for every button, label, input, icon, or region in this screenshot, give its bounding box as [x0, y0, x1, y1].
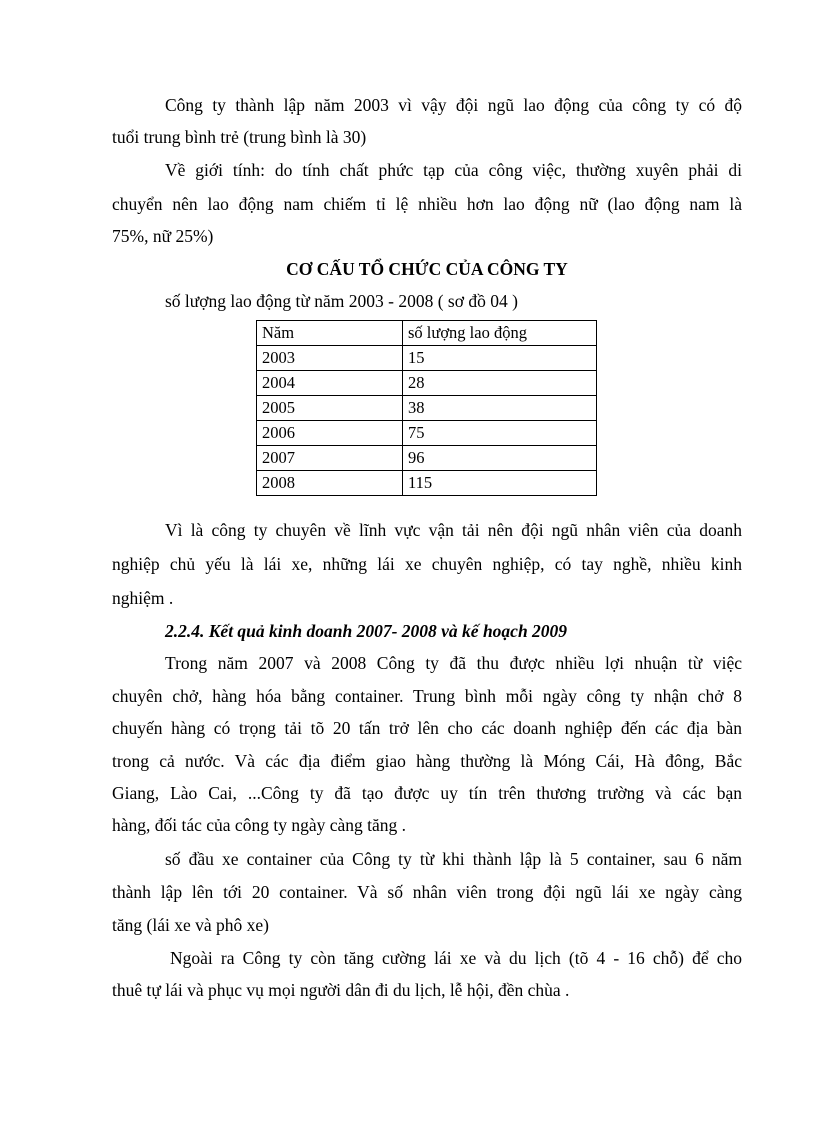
paragraph-3-line-1: Vì là công ty chuyên về lĩnh vực vận tải nên đội ngũ nhân viên của doanh [165, 520, 742, 540]
table-cell-year: 2005 [257, 396, 403, 421]
table-cell-count: 115 [403, 471, 597, 496]
table-header-row [257, 321, 597, 346]
paragraph-3-line-2: nghiệp chủ yếu là lái xe, những lái xe chuyên nghiệp, có tay nghề, nhiều kinh [112, 554, 742, 574]
paragraph-5-line-3: tăng (lái xe và phô xe) [112, 915, 269, 935]
table-row [257, 446, 597, 471]
table-cell-year: 2007 [257, 446, 403, 471]
paragraph-4-line-5: Giang, Lào Cai, ...Công ty đã tạo được uy tín trên thương trường và các bạn [112, 783, 742, 803]
section-heading: 2.2.4. Kết quả kinh doanh 2007- 2008 và kế hoạch 2009 [165, 621, 568, 641]
table-cell-year: 2008 [257, 471, 403, 496]
paragraph-3-line-3: nghiệm . [112, 588, 174, 608]
paragraph-1-line-1: Công ty thành lập năm 2003 vì vậy đội ngũ lao động của công ty có độ [165, 95, 742, 115]
paragraph-6-line-1: Ngoài ra Công ty còn tăng cường lái xe và du lịch (tõ 4 - 16 chỗ) để cho [170, 948, 742, 968]
paragraph-4-line-3: chuyến hàng có trọng tải tõ 20 tấn trở lên cho các doanh nghiệp đến các địa bàn [112, 718, 742, 738]
paragraph-4-line-4: trong cả nước. Và các địa điểm giao hàng thường là Móng Cái, Hà đông, Bắc [112, 751, 742, 771]
table-row [257, 421, 597, 446]
labor-table [256, 320, 597, 496]
table-cell-year: 2006 [257, 421, 403, 446]
paragraph-2-line-1: Về giới tính: do tính chất phức tạp của công việc, thường xuyên phải di [165, 160, 742, 180]
paragraph-5-line-2: thành lập lên tới 20 container. Và số nhân viên trong đội ngũ lái xe ngày càng [112, 882, 742, 902]
table-cell-year: 2004 [257, 371, 403, 396]
table-cell-year: 2003 [257, 346, 403, 371]
table-row [257, 471, 597, 496]
table-row [257, 346, 597, 371]
table-row [257, 371, 597, 396]
table-row [257, 396, 597, 421]
paragraph-4-line-6: hàng, đối tác của công ty ngày càng tăng . [112, 815, 406, 835]
table-cell-count: 75 [403, 421, 597, 446]
table-header-count: số lượng lao động [403, 321, 597, 346]
paragraph-4-line-2: chuyên chở, hàng hóa bằng container. Trung bình mỗi ngày công ty nhận chở 8 [112, 686, 742, 706]
paragraph-5-line-1: số đầu xe container của Công ty từ khi thành lập là 5 container, sau 6 năm [165, 849, 742, 869]
paragraph-6-line-2: thuê tự lái và phục vụ mọi người dân đi du lịch, lễ hội, đền chùa . [112, 980, 570, 1000]
table-cell-count: 15 [403, 346, 597, 371]
table-cell-count: 28 [403, 371, 597, 396]
table-cell-count: 38 [403, 396, 597, 421]
section-title: CƠ CẤU TỔ CHỨC CỦA CÔNG TY [286, 259, 568, 279]
paragraph-2-line-2: chuyển nên lao động nam chiếm tỉ lệ nhiều hơn lao động nữ (lao động nam là [112, 194, 742, 214]
table-header-year: Năm [257, 321, 403, 346]
paragraph-4-line-1: Trong năm 2007 và 2008 Công ty đã thu được nhiều lợi nhuận từ việc [165, 653, 742, 673]
paragraph-1-line-2: tuổi trung bình trẻ (trung bình là 30) [112, 127, 367, 147]
table-caption: số lượng lao động từ năm 2003 - 2008 ( sơ đồ 04 ) [165, 291, 518, 311]
table-cell-count: 96 [403, 446, 597, 471]
paragraph-2-line-3: 75%, nữ 25%) [112, 226, 214, 246]
